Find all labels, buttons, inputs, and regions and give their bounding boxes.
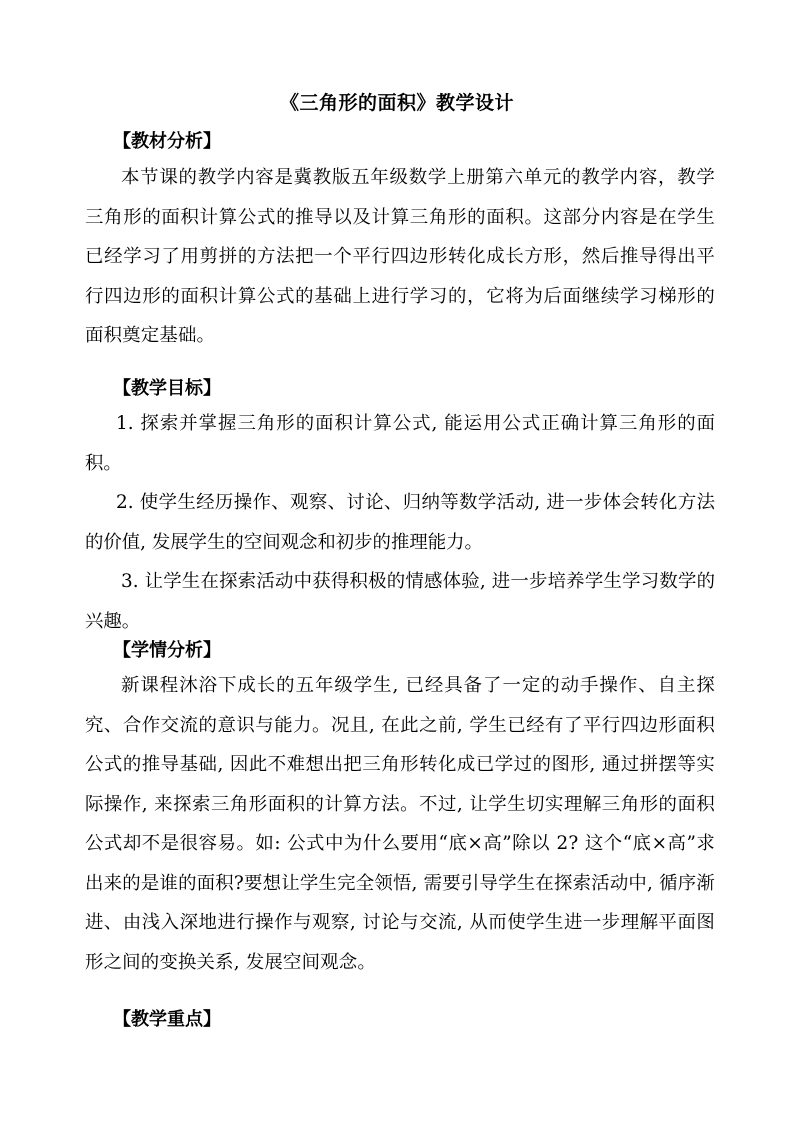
heading-learner-analysis: 【学情分析】 bbox=[113, 640, 221, 661]
objective-item-2: 2. 使学生经历操作、观察、讨论、归纳等数学活动, 进一步体会转化方法的价值, 发展学生的空间观念和初步的推理能力。 bbox=[85, 492, 715, 553]
objective-item-1: 1. 探索并掌握三角形的面积计算公式, 能运用公式正确计算三角形的面积。 bbox=[85, 413, 715, 474]
document-title: 《三角形的面积》教学设计 bbox=[279, 92, 514, 114]
objective-item-3: 3. 让学生在探索活动中获得积极的情感体验, 进一步培养学生学习数学的兴趣。 bbox=[85, 571, 715, 632]
heading-textbook-analysis: 【教材分析】 bbox=[113, 131, 221, 152]
paragraph-learner-analysis: 新课程沐浴下成长的五年级学生, 已经具备了一定的动手操作、自主探究、合作交流的意识与能力。况且, 在此之前, 学生已经有了平行四边形面积公式的推导基础, 因此不难想出把三角形转化成已学过的图形, 通过拼摆等实际操作, 来探索三角形面积的计算方法。不过, 让学生切实理解三角形的面积公式却不是很容易。如: 公式中为什么要用“底×高”除以 2? 这个“底×高”求出来的是谁的面积?要想让学生完全领悟, 需要引导学生在探索活动中, 循序渐进、由浅入深地进行操作与观察, 讨论与交流, 从而使学生进一步理解平面图形之间的变换关系, 发展空间观念。 bbox=[85, 675, 715, 973]
heading-teaching-objectives: 【教学目标】 bbox=[113, 378, 221, 399]
heading-teaching-focus: 【教学重点】 bbox=[113, 1009, 221, 1030]
paragraph-textbook-analysis: 本节课的教学内容是冀教版五年级数学上册第六单元的教学内容，教学三角形的面积计算公式的推导以及计算三角形的面积。这部分内容是在学生已经学习了用剪拼的方法把一个平行四边形转化成长方形，然后推导得出平行四边形的面积计算公式的基础上进行学习的，它将为后面继续学习梯形的面积奠定基础。 bbox=[85, 167, 715, 346]
